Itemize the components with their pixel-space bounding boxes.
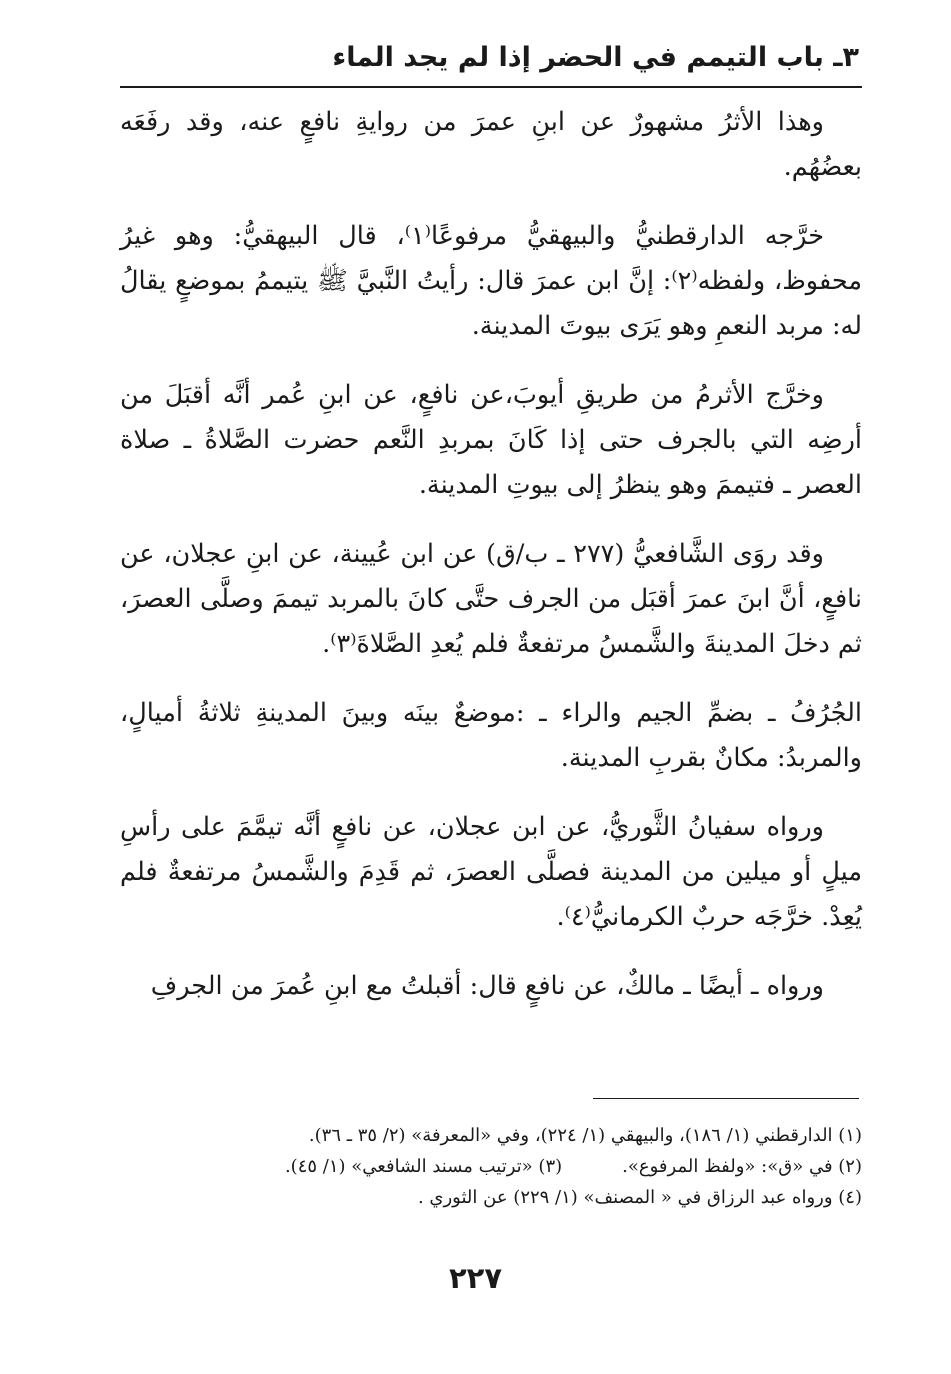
paragraph-2: خرَّجه الدارقطنيُّ والبيهقيُّ مرفوعًا⁽١⁾، قال البيهقيُّ: وهو غيرُ محفوظ، ولفظه⁽٢⁾: إنَّ ابن عمرَ قال: رأيتُ النَّبيَّ ﷺ يتيممُ بموضعٍ يقالُ له: مربد النعمِ وهو يَرَى بيوتَ المدينة. — [120, 221, 862, 341]
footnote-row-2-3 — [160, 1151, 862, 1182]
paragraph-5: الجُرُفُ ـ بضمِّ الجيم والراء ـ :موضعٌ بينَه وبينَ المدينةِ ثلاثةُ أميالٍ، والمربدُ: مكانٌ بقربِ المدينة. — [120, 698, 862, 773]
paragraph-4: وقد روَى الشَّافعيُّ (٢٧٧ ـ ب/ق) عن ابن عُيينة، عن ابنِ عجلان، عن نافعٍ، أنَّ ابنَ عمرَ أقبَل من الجرف حتَّى كانَ بالمربد تيممَ وصلَّى العصرَ، ثم دخلَ المدينةَ والشَّمسُ مرتفعةٌ فلم يُعدِ الصَّلاةَ⁽٣⁾. — [120, 539, 862, 659]
running-header-title: ٣ـ باب التيمم في الحضر إذا لم يجد الماء — [332, 42, 859, 73]
page-number: ٢٢٧ — [448, 1261, 503, 1295]
footnotes — [160, 1120, 862, 1213]
header-rule — [120, 86, 862, 88]
paragraph-3: وخرَّج الأثرمُ من طريقِ أيوبَ،عن نافعٍ، عن ابنِ عُمر أنَّه أقبَلَ من أرضِه التي بالجرف حتى إذا كَانَ بمربدِ النَّعم حضرت الصَّلاةُ ـ صلاة العصر ـ فتيممَ وهو ينظرُ إلى بيوتِ المدينة. — [120, 380, 862, 500]
paragraph-1: وهذا الأثرُ مشهورٌ عن ابنِ عمرَ من روايةِ نافعٍ عنه، وقد رفَعَه بعضُهُم. — [120, 107, 862, 182]
footnote-4: (٤) ورواه عبد الرزاق في « المصنف» (١/ ٢٢٩) عن الثوري . — [417, 1187, 862, 1208]
footnote-1: (١) الدارقطني (١/ ١٨٦)، والبيهقي (١/ ٢٢٤)، وفي «المعرفة» (٢/ ٣٥ ـ ٣٦). — [308, 1125, 862, 1146]
main-text — [120, 100, 862, 1033]
footnote-separator — [593, 1098, 859, 1099]
paragraph-6: ورواه سفيانُ الثَّوريُّ، عن ابن عجلان، عن نافعٍ أنَّه تيمَّمَ على رأسِ ميلٍ أو ميلين من المدينة فصلَّى العصرَ، ثم قَدِمَ والشَّمسُ مرتفعةٌ فلم يُعِدْ. خرَّجَه حربٌ الكرمانيُّ⁽٤⁾. — [120, 812, 862, 932]
footnote-3: (٣) «ترتيب مسند الشافعي» (١/ ٤٥). — [284, 1156, 563, 1177]
footnote-2: (٢) في «ق»: «ولفظ المرفوع». — [622, 1156, 862, 1177]
paragraph-7: ورواه ـ أيضًا ـ مالكٌ، عن نافعٍ قال: أقبلتُ مع ابنِ عُمرَ من الجرفِ — [150, 971, 824, 1001]
